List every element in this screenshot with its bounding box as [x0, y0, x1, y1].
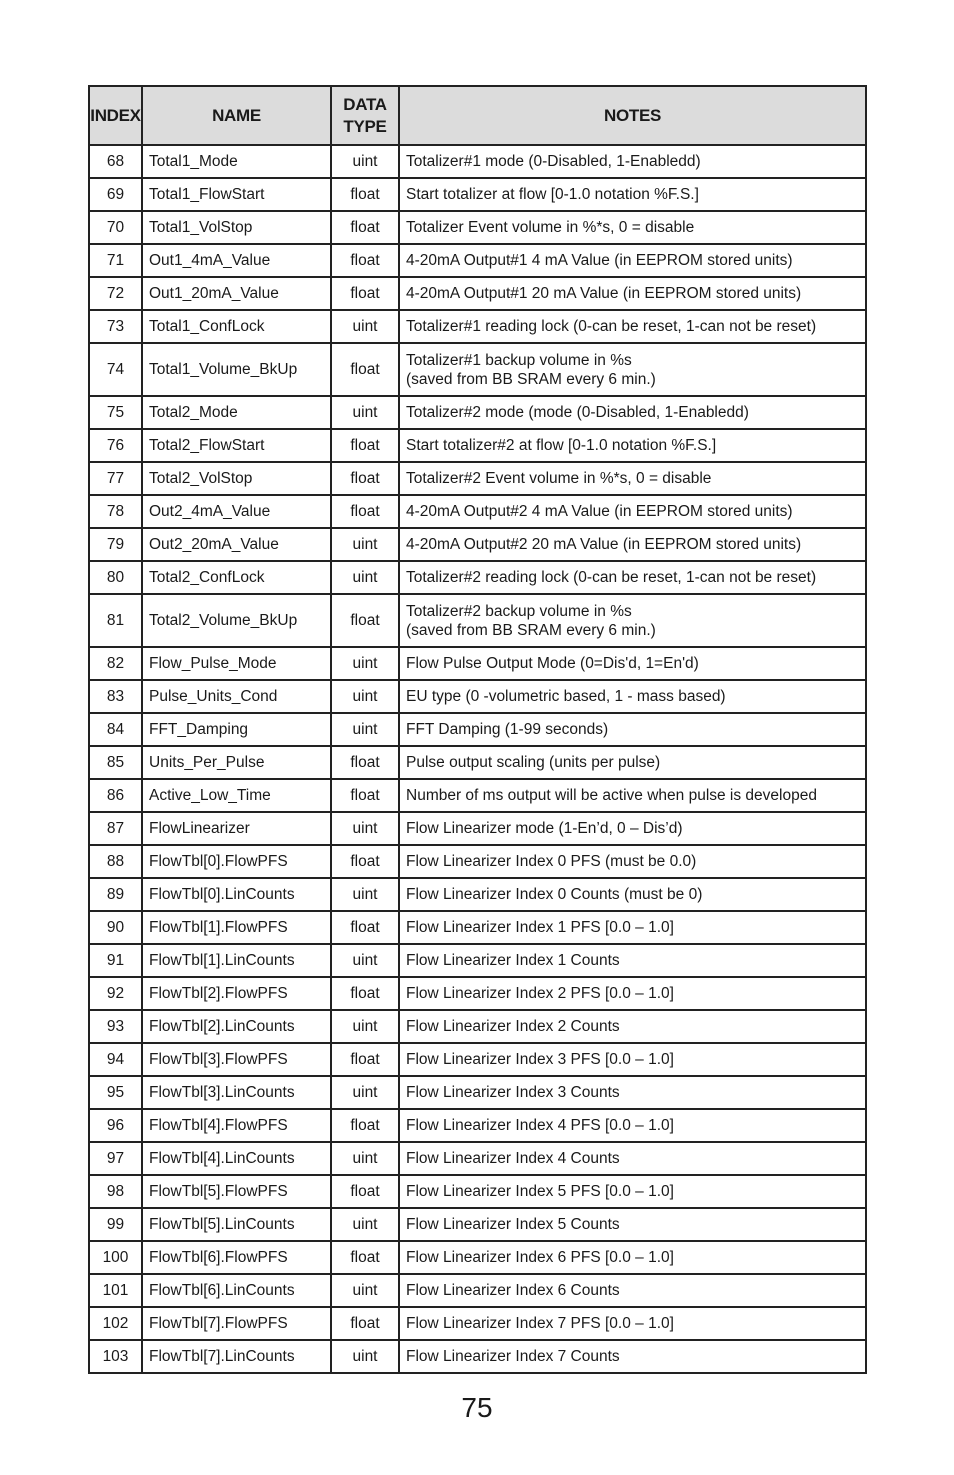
- cell-index: 79: [90, 529, 143, 562]
- cell-data-type: uint: [332, 1077, 400, 1110]
- cell-notes: EU type (0 -volumetric based, 1 - mass based): [400, 681, 865, 714]
- cell-index: 69: [90, 179, 143, 212]
- cell-index: 90: [90, 912, 143, 945]
- cell-data-type: float: [332, 344, 400, 397]
- cell-name: FlowTbl[2].FlowPFS: [143, 978, 332, 1011]
- cell-index: 99: [90, 1209, 143, 1242]
- cell-name: Out2_20mA_Value: [143, 529, 332, 562]
- cell-data-type: uint: [332, 1143, 400, 1176]
- cell-index: 68: [90, 146, 143, 179]
- cell-data-type: float: [332, 463, 400, 496]
- cell-index: 101: [90, 1275, 143, 1308]
- cell-data-type: float: [332, 1044, 400, 1077]
- cell-name: Total2_VolStop: [143, 463, 332, 496]
- cell-notes: Flow Linearizer Index 5 Counts: [400, 1209, 865, 1242]
- cell-notes: Flow Linearizer Index 1 Counts: [400, 945, 865, 978]
- cell-index: 75: [90, 397, 143, 430]
- cell-name: FlowTbl[3].FlowPFS: [143, 1044, 332, 1077]
- cell-data-type: uint: [332, 397, 400, 430]
- register-table: [88, 85, 867, 1374]
- table-row: [90, 912, 865, 945]
- cell-data-type: uint: [332, 1341, 400, 1372]
- cell-data-type: float: [332, 496, 400, 529]
- cell-notes: Flow Linearizer Index 3 PFS [0.0 – 1.0]: [400, 1044, 865, 1077]
- cell-name: FlowTbl[4].LinCounts: [143, 1143, 332, 1176]
- cell-notes: Number of ms output will be active when pulse is developed: [400, 780, 865, 813]
- cell-name: FlowTbl[6].FlowPFS: [143, 1242, 332, 1275]
- register-table-container: [88, 85, 867, 1374]
- cell-index: 83: [90, 681, 143, 714]
- table-row: [90, 1143, 865, 1176]
- cell-notes: Start totalizer#2 at flow [0-1.0 notation %F.S.]: [400, 430, 865, 463]
- table-row: [90, 1044, 865, 1077]
- table-row: [90, 562, 865, 595]
- cell-index: 71: [90, 245, 143, 278]
- cell-index: 94: [90, 1044, 143, 1077]
- cell-name: FlowTbl[7].LinCounts: [143, 1341, 332, 1372]
- cell-name: Out1_4mA_Value: [143, 245, 332, 278]
- table-row: [90, 714, 865, 747]
- table-row: [90, 595, 865, 648]
- cell-name: Total1_Volume_BkUp: [143, 344, 332, 397]
- cell-index: 96: [90, 1110, 143, 1143]
- cell-notes: Flow Linearizer Index 4 PFS [0.0 – 1.0]: [400, 1110, 865, 1143]
- cell-name: FlowTbl[6].LinCounts: [143, 1275, 332, 1308]
- cell-index: 72: [90, 278, 143, 311]
- table-body: [90, 146, 865, 1372]
- cell-index: 89: [90, 879, 143, 912]
- cell-name: FlowTbl[2].LinCounts: [143, 1011, 332, 1044]
- cell-notes: Flow Linearizer Index 1 PFS [0.0 – 1.0]: [400, 912, 865, 945]
- cell-name: FlowTbl[5].FlowPFS: [143, 1176, 332, 1209]
- cell-data-type: uint: [332, 146, 400, 179]
- cell-notes: 4-20mA Output#2 4 mA Value (in EEPROM stored units): [400, 496, 865, 529]
- cell-name: FlowTbl[5].LinCounts: [143, 1209, 332, 1242]
- cell-notes: Flow Linearizer Index 7 Counts: [406, 1348, 620, 1365]
- table-row: [90, 496, 865, 529]
- cell-index: 92: [90, 978, 143, 1011]
- table-row: [90, 1341, 865, 1372]
- cell-data-type: float: [332, 212, 400, 245]
- cell-index: 87: [90, 813, 143, 846]
- cell-index: 100: [90, 1242, 143, 1275]
- cell-data-type: float: [332, 780, 400, 813]
- cell-notes: Flow Linearizer Index 5 PFS [0.0 – 1.0]: [400, 1176, 865, 1209]
- table-row: [90, 1077, 865, 1110]
- table-row: [90, 1110, 865, 1143]
- table-row: [90, 747, 865, 780]
- cell-name: FlowTbl[0].FlowPFS: [143, 846, 332, 879]
- table-row: [90, 311, 865, 344]
- cell-name: Out2_4mA_Value: [143, 496, 332, 529]
- cell-data-type: float: [332, 1242, 400, 1275]
- cell-index: 103: [90, 1341, 143, 1372]
- header-name: NAME: [143, 87, 332, 146]
- table-row: [90, 780, 865, 813]
- cell-index: 85: [90, 747, 143, 780]
- cell-name: Pulse_Units_Cond: [143, 681, 332, 714]
- cell-name: Total1_FlowStart: [143, 179, 332, 212]
- cell-index: 80: [90, 562, 143, 595]
- cell-index: 78: [90, 496, 143, 529]
- cell-data-type: uint: [332, 813, 400, 846]
- cell-notes: FFT Damping (1-99 seconds): [400, 714, 865, 747]
- cell-data-type: float: [332, 747, 400, 780]
- cell-name: Total1_ConfLock: [143, 311, 332, 344]
- cell-notes: Flow Pulse Output Mode (0=Dis'd, 1=En'd): [400, 648, 865, 681]
- cell-notes: Pulse output scaling (units per pulse): [400, 747, 865, 780]
- cell-index: 77: [90, 463, 143, 496]
- cell-notes: Flow Linearizer Index 0 PFS (must be 0.0): [400, 846, 865, 879]
- cell-data-type: uint: [332, 714, 400, 747]
- table-row: [90, 1275, 865, 1308]
- cell-name: Out1_20mA_Value: [143, 278, 332, 311]
- cell-name: Total2_Volume_BkUp: [143, 595, 332, 648]
- table-row: [90, 397, 865, 430]
- cell-name: Flow_Pulse_Mode: [143, 648, 332, 681]
- table-row: [90, 212, 865, 245]
- header-notes: NOTES: [400, 87, 865, 146]
- cell-data-type: float: [332, 978, 400, 1011]
- cell-data-type: float: [332, 595, 400, 648]
- table-row: [90, 146, 865, 179]
- table-row: [90, 1011, 865, 1044]
- cell-index: 84: [90, 714, 143, 747]
- cell-notes: Totalizer#2 backup volume in %s (saved from BB SRAM every 6 min.): [400, 595, 865, 648]
- cell-name: FlowTbl[1].LinCounts: [143, 945, 332, 978]
- cell-notes: Totalizer#1 mode (0-Disabled, 1-Enabledd): [400, 146, 865, 179]
- cell-name: Total2_ConfLock: [143, 562, 332, 595]
- cell-name: Total2_Mode: [143, 397, 332, 430]
- cell-name: Units_Per_Pulse: [143, 747, 332, 780]
- table-row: [90, 681, 865, 714]
- table-row: [90, 278, 865, 311]
- cell-data-type: uint: [332, 879, 400, 912]
- cell-index: 70: [90, 212, 143, 245]
- cell-index: 73: [90, 311, 143, 344]
- table-row: [90, 879, 865, 912]
- cell-index: 88: [90, 846, 143, 879]
- table-row: [90, 463, 865, 496]
- cell-data-type: uint: [332, 529, 400, 562]
- cell-name: FlowTbl[4].FlowPFS: [143, 1110, 332, 1143]
- cell-index: 74: [90, 344, 143, 397]
- cell-data-type: float: [332, 912, 400, 945]
- cell-notes: Flow Linearizer Index 3 Counts: [400, 1077, 865, 1110]
- table-row: [90, 978, 865, 1011]
- table-row: [90, 813, 865, 846]
- cell-notes: Totalizer#1 reading lock (0-can be reset, 1-can not be reset): [400, 311, 865, 344]
- cell-notes: Totalizer#1 backup volume in %s (saved from BB SRAM every 6 min.): [400, 344, 865, 397]
- cell-notes: Flow Linearizer Index 6 Counts: [400, 1275, 865, 1308]
- table-row: [90, 430, 865, 463]
- cell-name: FlowLinearizer: [143, 813, 332, 846]
- cell-notes: Totalizer Event volume in %*s, 0 = disable: [400, 212, 865, 245]
- cell-name: FlowTbl[0].LinCounts: [143, 879, 332, 912]
- table-row: [90, 179, 865, 212]
- cell-name: FlowTbl[3].LinCounts: [143, 1077, 332, 1110]
- cell-data-type: float: [332, 846, 400, 879]
- cell-notes: Flow Linearizer mode (1-En’d, 0 – Dis’d): [400, 813, 865, 846]
- table-row: [90, 1242, 865, 1275]
- cell-data-type: uint: [332, 648, 400, 681]
- cell-data-type: uint: [332, 681, 400, 714]
- cell-notes: Totalizer#2 reading lock (0-can be reset, 1-can not be reset): [400, 562, 865, 595]
- cell-data-type: float: [332, 430, 400, 463]
- header-data-type: DATA TYPE: [332, 87, 400, 146]
- cell-data-type: float: [332, 245, 400, 278]
- table-row: [90, 1176, 865, 1209]
- cell-name: FlowTbl[7].FlowPFS: [143, 1308, 332, 1341]
- table-row: [90, 344, 865, 397]
- cell-name: Total1_VolStop: [143, 212, 332, 245]
- table-row: [90, 245, 865, 278]
- cell-data-type: uint: [332, 562, 400, 595]
- cell-index: 76: [90, 430, 143, 463]
- cell-name: Total2_FlowStart: [143, 430, 332, 463]
- cell-notes: 4-20mA Output#1 20 mA Value (in EEPROM stored units): [400, 278, 865, 311]
- cell-index: 93: [90, 1011, 143, 1044]
- cell-name: FlowTbl[1].FlowPFS: [143, 912, 332, 945]
- table-row: [90, 846, 865, 879]
- cell-data-type: uint: [332, 1209, 400, 1242]
- cell-data-type: float: [332, 278, 400, 311]
- cell-notes: Flow Linearizer Index 6 PFS [0.0 – 1.0]: [400, 1242, 865, 1275]
- cell-notes: Flow Linearizer Index 4 Counts: [400, 1143, 865, 1176]
- table-row: [90, 945, 865, 978]
- table-row: [90, 1209, 865, 1242]
- cell-index: 98: [90, 1176, 143, 1209]
- cell-notes: Flow Linearizer Index 7 PFS [0.0 – 1.0]: [400, 1308, 865, 1341]
- cell-notes: Flow Linearizer Index 2 Counts: [400, 1011, 865, 1044]
- cell-data-type: uint: [332, 1275, 400, 1308]
- cell-notes: 4-20mA Output#2 20 mA Value (in EEPROM stored units): [400, 529, 865, 562]
- page-number: 75: [461, 1392, 493, 1423]
- cell-notes: Totalizer#2 mode (mode (0-Disabled, 1-Enabledd): [400, 397, 865, 430]
- cell-notes: Start totalizer at flow [0-1.0 notation %F.S.]: [400, 179, 865, 212]
- cell-index: 95: [90, 1077, 143, 1110]
- table-row: [90, 529, 865, 562]
- table-header: [90, 87, 865, 146]
- cell-notes: Flow Linearizer Index 2 PFS [0.0 – 1.0]: [400, 978, 865, 1011]
- cell-data-type: uint: [332, 945, 400, 978]
- cell-data-type: float: [332, 1308, 400, 1341]
- cell-index: 97: [90, 1143, 143, 1176]
- cell-data-type: uint: [332, 1011, 400, 1044]
- cell-notes: Flow Linearizer Index 0 Counts (must be 0): [400, 879, 865, 912]
- cell-index: 102: [90, 1308, 143, 1341]
- cell-notes: Totalizer#2 Event volume in %*s, 0 = disable: [400, 463, 865, 496]
- cell-data-type: float: [332, 1110, 400, 1143]
- cell-data-type: float: [332, 179, 400, 212]
- cell-name: Active_Low_Time: [143, 780, 332, 813]
- cell-name: Total1_Mode: [143, 146, 332, 179]
- cell-index: 86: [90, 780, 143, 813]
- cell-data-type: uint: [332, 311, 400, 344]
- header-row: [90, 87, 865, 146]
- cell-data-type: float: [332, 1176, 400, 1209]
- table-row: [90, 648, 865, 681]
- cell-index: 91: [90, 945, 143, 978]
- header-index: INDEX: [90, 87, 143, 146]
- cell-name: FFT_Damping: [143, 714, 332, 747]
- table-row: [90, 1308, 865, 1341]
- cell-notes: 4-20mA Output#1 4 mA Value (in EEPROM stored units): [400, 245, 865, 278]
- cell-index: 81: [90, 595, 143, 648]
- cell-index: 82: [90, 648, 143, 681]
